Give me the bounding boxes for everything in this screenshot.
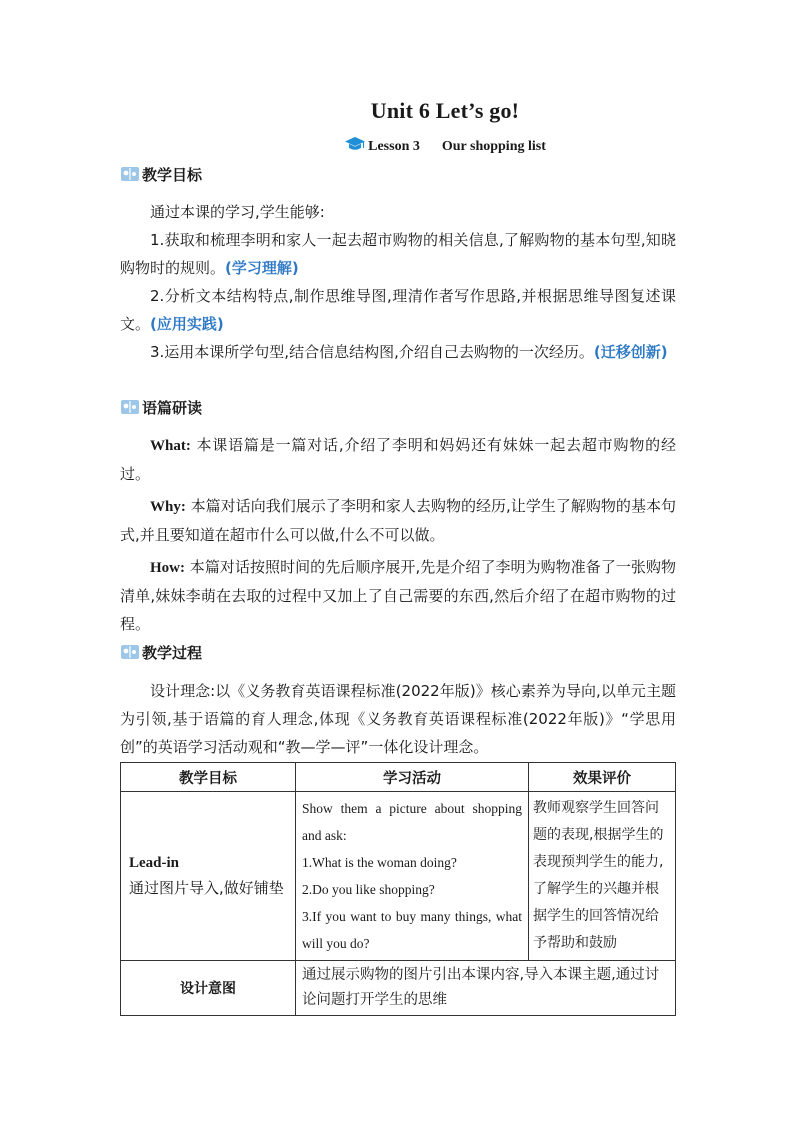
column-header: 效果评价 [529, 763, 676, 792]
section-heading-process: 教学过程 [120, 643, 202, 663]
objective-cell [121, 792, 296, 961]
column-header: 学习活动 [296, 763, 529, 792]
reading-body [120, 431, 676, 638]
objective-tag: (应用实践) [150, 315, 224, 333]
leadin-desc: 通过图片导入,做好铺垫 [129, 879, 284, 897]
unit-title: Unit 6 Let’s go! [370, 98, 520, 123]
activity-line: Show them a picture about shopping and ask: [302, 801, 522, 843]
book-icon [120, 398, 140, 416]
lesson-subtitle [0, 136, 794, 157]
table-row [121, 792, 676, 961]
intent-label: 设计意图 [121, 961, 296, 1016]
reading-why: Why: 本篇对话向我们展示了李明和家人去购物的经历,让学生了解购物的基本句式,并且要知道在超市什么可以做,什么不可以做。 [120, 497, 676, 544]
book-icon [120, 643, 140, 661]
lesson-title: Our shopping list [441, 139, 546, 154]
leadin-title: Lead-in [129, 855, 180, 871]
objectives-intro: 通过本课的学习,学生能够: [150, 203, 325, 221]
activity-line: 2.Do you like shopping? [302, 882, 435, 897]
lesson-number: Lesson 3 [368, 139, 420, 154]
table-row [121, 961, 676, 1016]
evaluation-cell: 教师观察学生回答问题的表现,根据学生的表现预判学生的能力,了解学生的兴趣并根据学生的回答情况给予帮助和鼓励 [529, 792, 676, 961]
section-heading-reading: 语篇研读 [120, 398, 202, 418]
objective-tag: (学习理解) [225, 259, 299, 277]
objective-item: 3.运用本课所学句型,结合信息结构图,介绍自己去购物的一次经历。(迁移创新) [150, 343, 668, 361]
reading-how: How: 本篇对话按照时间的先后顺序展开,先是介绍了李明为购物准备了一张购物清单,妹妹李萌在去取的过程中又加上了自己需要的东西,然后介绍了在超市购物的过程。 [120, 558, 676, 633]
table-header-row [121, 763, 676, 792]
column-header: 教学目标 [121, 763, 296, 792]
objectives-body [120, 198, 676, 366]
section-heading-objectives: 教学目标 [120, 165, 202, 185]
activity-line: 3.If you want to buy many things, what will you do? [302, 909, 522, 951]
objective-item: 1.获取和梳理李明和家人一起去超市购物的相关信息,了解购物的基本句型,知晓购物时的规则。(学习理解) [120, 231, 676, 277]
activity-line: 1.What is the woman doing? [302, 855, 457, 870]
activity-cell [296, 792, 529, 961]
objective-item: 2.分析文本结构特点,制作思维导图,理清作者写作思路,并根据思维导图复述课文。(应用实践) [120, 287, 676, 333]
book-icon [120, 165, 140, 183]
process-concept: 设计理念:以《义务教育英语课程标准(2022年版)》核心素养为导向,以单元主题为引领,基于语篇的育人理念,体现《义务教育英语课程标准(2022年版)》“学思用创”的英语学习活动观和“教—学—评”一体化设计理念。 [120, 682, 676, 756]
intent-text: 通过展示购物的图片引出本课内容,导入本课主题,通过讨论问题打开学生的思维 [296, 961, 676, 1016]
objective-tag: (迁移创新) [593, 343, 668, 361]
lesson-plan-table [120, 762, 676, 1016]
reading-what: What: 本课语篇是一篇对话,介绍了李明和妈妈还有妹妹一起去超市购物的经过。 [120, 436, 676, 483]
graduation-cap-icon [344, 136, 366, 157]
